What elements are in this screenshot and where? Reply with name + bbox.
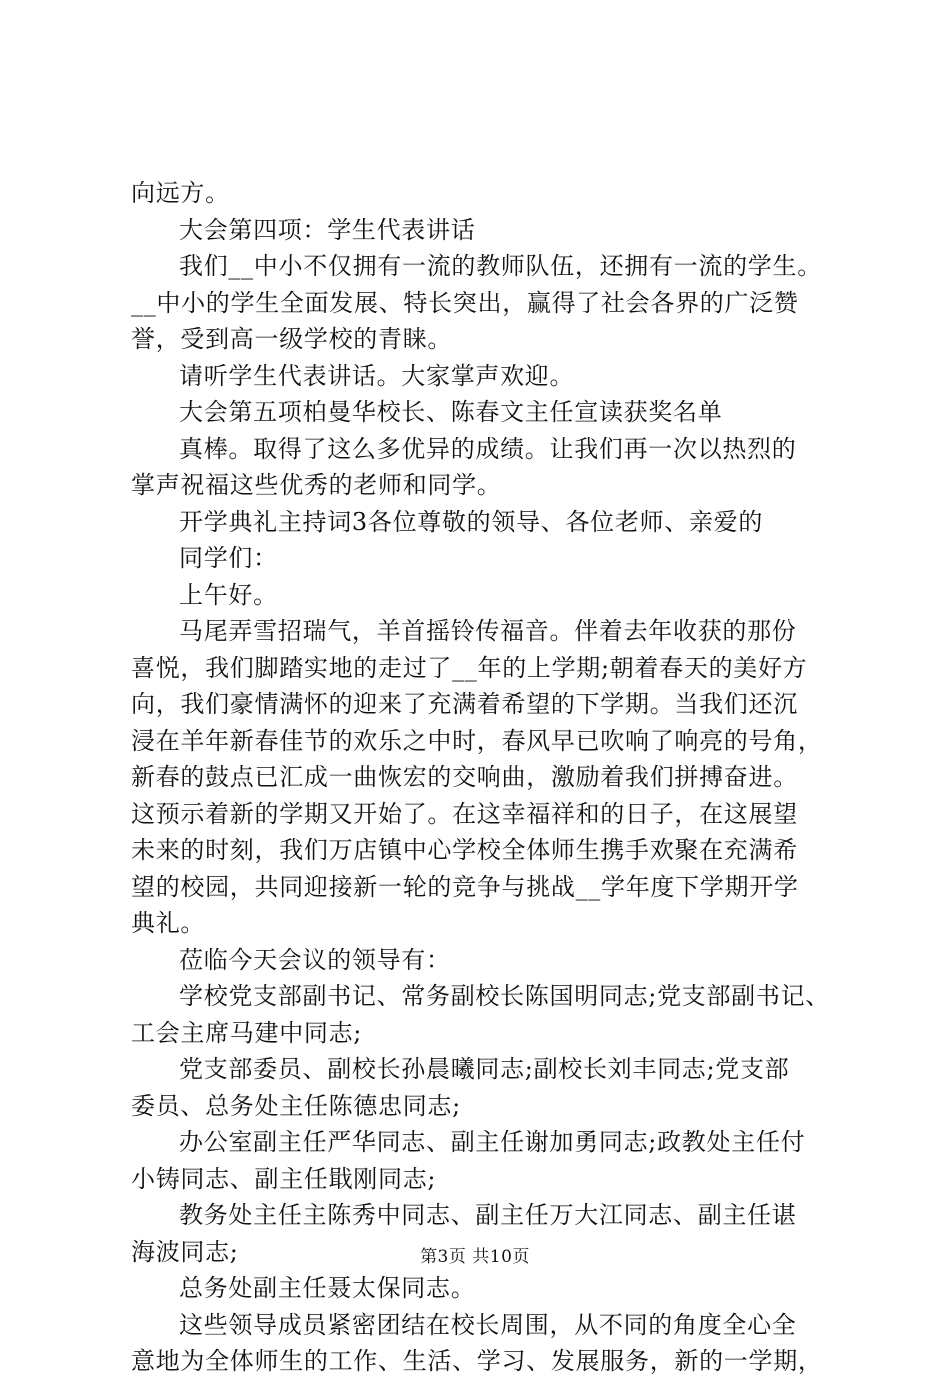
text-line: 掌声祝福这些优秀的老师和同学。	[131, 471, 502, 499]
text-line: 望的校园，共同迎接新一轮的竞争与挑战__学年度下学期开学	[131, 872, 799, 901]
text-line: 这些领导成员紧密团结在校长周围，从不同的角度全心全	[179, 1310, 797, 1339]
text-line: 马尾弄雪招瑞气，羊首摇铃传福音。伴着去年收获的那份	[179, 617, 797, 645]
text-line: 誉，受到高一级学校的青睐。	[131, 325, 453, 353]
text-line: 典礼。	[131, 909, 206, 937]
text-line: 小铸同志、副主任戢刚同志;	[131, 1164, 437, 1193]
text-line: 浸在羊年新春佳节的欢乐之中时，春风早已吹响了响亮的号角，	[131, 726, 823, 755]
text-line: 学校党支部副书记、常务副校长陈国明同志;党支部副书记、	[179, 982, 830, 1010]
text-line: 我们__中小不仅拥有一流的教师队伍，还拥有一流的学生。	[179, 252, 822, 280]
text-line: 委员、总务处主任陈德忠同志;	[131, 1091, 461, 1120]
text-line: 大会第五项柏曼华校长、陈春文主任宣读获奖名单	[179, 398, 723, 426]
document-body	[131, 175, 841, 1380]
text-line: 向，我们豪情满怀的迎来了充满着希望的下学期。当我们还沉	[131, 690, 798, 718]
text-line: 上午好。	[179, 580, 278, 609]
text-line: 意地为全体师生的工作、生活、学习、发展服务，新的一学期，	[131, 1347, 823, 1375]
text-line: 办公室副主任严华同志、副主任谢加勇同志;政教处主任付	[179, 1128, 806, 1156]
text-line: 向远方。	[131, 179, 230, 207]
text-line: 工会主席马建中同志;	[131, 1018, 363, 1047]
text-line: 请听学生代表讲话。大家掌声欢迎。	[179, 361, 575, 390]
text-line: 喜悦，我们脚踏实地的走过了__年的上学期;朝着春天的美好方	[131, 653, 808, 682]
text-line: 新春的鼓点已汇成一曲恢宏的交响曲，激励着我们拼搏奋进。	[131, 763, 798, 791]
text-line: 真棒。取得了这么多优异的成绩。让我们再一次以热烈的	[179, 434, 797, 463]
text-line: 莅临今天会议的领导有：	[179, 945, 451, 974]
page-footer: 第3页 共10页	[420, 1247, 530, 1267]
text-line: 总务处副主任聂太保同志。	[179, 1274, 476, 1302]
text-line: 海波同志;	[131, 1237, 239, 1266]
text-line: 教务处主任主陈秀中同志、副主任万大江同志、副主任谌	[179, 1201, 797, 1229]
text-line: 大会第四项：学生代表讲话	[179, 215, 476, 244]
text-line: __中小的学生全面发展、特长突出，赢得了社会各界的广泛赞	[131, 288, 799, 317]
text-line: 同学们：	[179, 544, 278, 572]
text-line: 这预示着新的学期又开始了。在这幸福祥和的日子，在这展望	[131, 799, 798, 828]
text-line: 开学典礼主持词3各位尊敬的领导、各位老师、亲爱的	[179, 507, 764, 536]
text-line: 未来的时刻，我们万店镇中心学校全体师生携手欢聚在充满希	[131, 836, 798, 864]
text-line: 党支部委员、副校长孙晨曦同志;副校长刘丰同志;党支部	[179, 1055, 790, 1083]
